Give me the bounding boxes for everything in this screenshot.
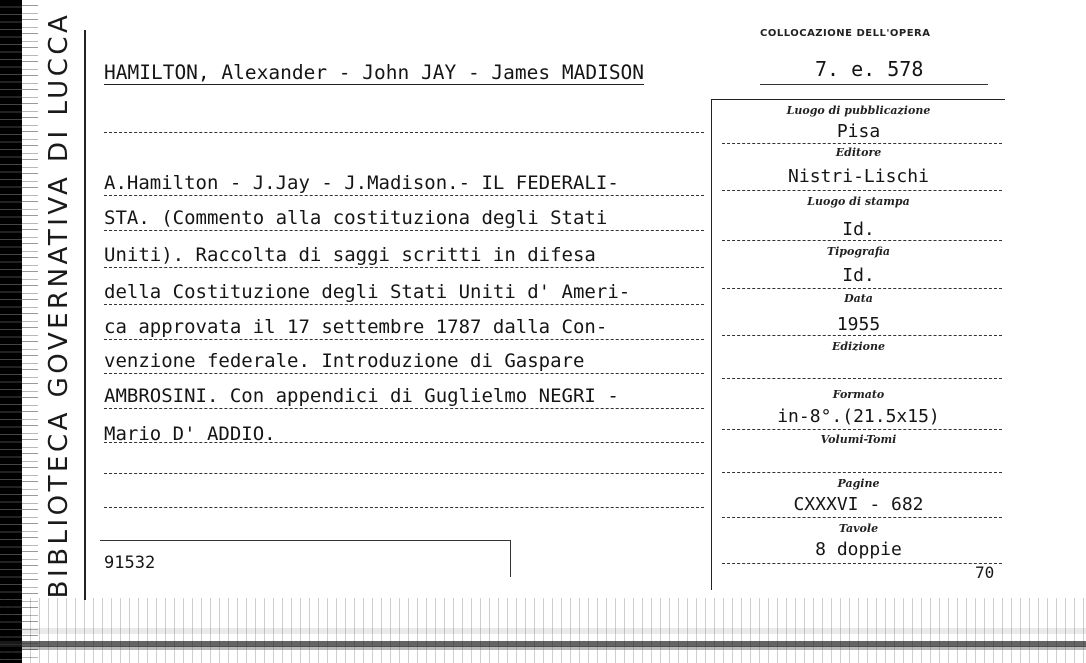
field-rule (722, 517, 1002, 518)
scan-bottom-bar (0, 641, 1086, 647)
description-line: venzione federale. Introduzione di Gaspare (104, 350, 585, 372)
corner-number: 70 (975, 563, 995, 582)
ruled-line (104, 339, 704, 340)
inventory-number: 91532 (104, 553, 156, 573)
field-rule (722, 335, 1002, 336)
field-value-tavole: 8 doppie (815, 539, 902, 560)
margin-line (84, 30, 86, 600)
field-value-tipografia: Id. (842, 265, 875, 286)
field-label-data: Data (844, 292, 873, 305)
ruled-line (104, 473, 704, 474)
field-value-pagine: CXXXVI - 682 (793, 494, 924, 515)
field-value-editore: Nistri-Lischi (788, 166, 929, 187)
field-value-data: 1955 (836, 314, 881, 335)
scan-edge (0, 0, 22, 663)
description-line: A.Hamilton - J.Jay - J.Madison.- IL FEDERALI- (104, 172, 619, 194)
description-line: Mario D' ADDIO. (104, 423, 276, 445)
shelfmark-rule (760, 84, 988, 85)
shelfmark: 7. e. 578 (815, 57, 924, 81)
field-rule (722, 190, 1002, 191)
field-rule (722, 429, 1002, 430)
field-value-luogo-pubblicazione: Pisa (836, 121, 881, 142)
description-line: Uniti). Raccolta di saggi scritti in difesa (104, 244, 596, 266)
field-label-luogo-stampa: Luogo di stampa (807, 195, 910, 208)
field-label-volumi-tomi: Volumi-Tomi (820, 433, 897, 446)
ruled-line (104, 507, 704, 508)
field-label-luogo-pubblicazione: Luogo di pubblicazione (786, 104, 931, 117)
ruled-line (104, 304, 704, 305)
ruled-line (104, 442, 704, 443)
field-rule (722, 472, 1002, 473)
field-rule (722, 143, 1002, 144)
field-value-formato: in-8°.(21.5x15) (777, 406, 940, 427)
field-label-tipografia: Tipografia (826, 245, 891, 258)
description-line: STA. (Commento alla costituziona degli Stati (104, 207, 608, 229)
field-label-formato: Formato (832, 388, 885, 401)
field-label-edizione: Edizione (831, 340, 885, 353)
description-line: ca approvata il 17 settembre 1787 dalla Con- (104, 316, 608, 338)
scan-edge-noise (22, 0, 38, 663)
field-label-editore: Editore (835, 146, 882, 159)
field-rule (722, 240, 1002, 241)
ruled-line (104, 267, 704, 268)
heading: HAMILTON, Alexander - John JAY - James MADISON (104, 61, 645, 84)
collocazione-label: COLLOCAZIONE DELL'OPERA (760, 28, 931, 39)
ruled-line (104, 408, 704, 409)
inventory-box (100, 540, 511, 577)
ruled-line (104, 373, 704, 374)
field-rule (722, 288, 1002, 289)
field-rule (722, 563, 1002, 564)
heading-rule-2 (104, 132, 704, 133)
field-value-luogo-stampa: Id. (842, 219, 875, 240)
scan-noise-bottom (0, 598, 1086, 663)
field-rule (722, 378, 1002, 379)
ruled-line (104, 230, 704, 231)
field-label-tavole: Tavole (838, 522, 879, 535)
description-line: della Costituzione degli Stati Uniti d' Ameri- (104, 281, 631, 303)
field-label-pagine: Pagine (837, 477, 880, 490)
description-line: AMBROSINI. Con appendici di Guglielmo NEGRI - (104, 385, 619, 407)
library-stamp: BIBLIOTECA GOVERNATIVA DI LUCCA (44, 11, 74, 599)
ruled-line (104, 195, 704, 196)
